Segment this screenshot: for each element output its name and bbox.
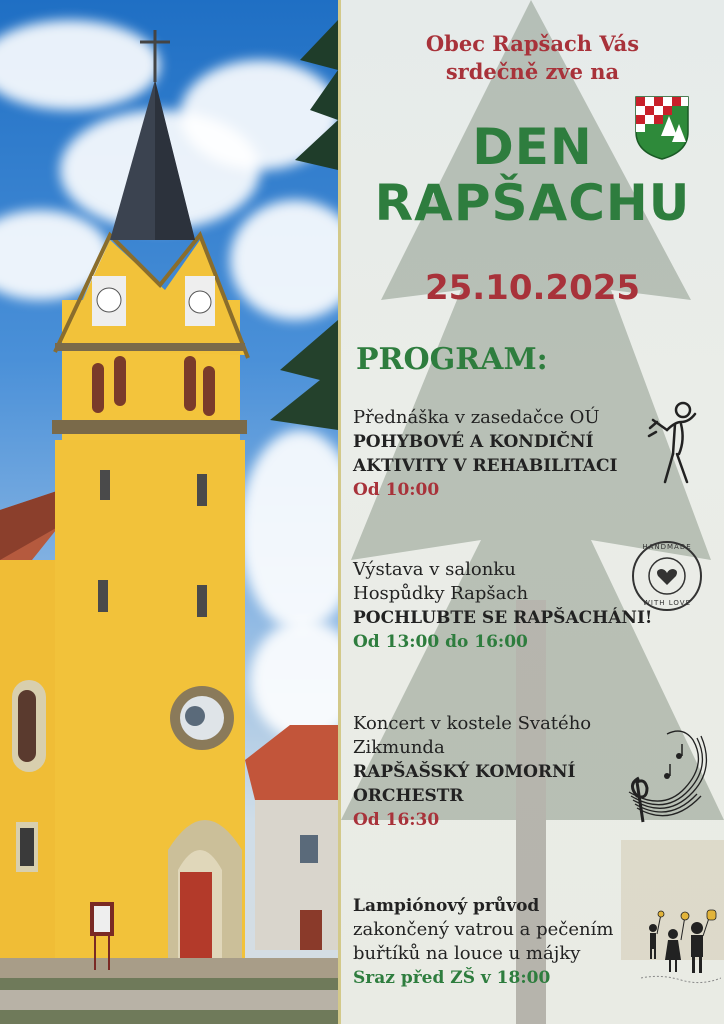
event-name: ORCHESTR (353, 786, 464, 806)
event-time: Od 10:00 (353, 480, 440, 500)
event-venue: Koncert v kostele Svatého (353, 713, 592, 734)
event-date: 25.10.2025 (424, 268, 641, 308)
event-title-line-2: RAPŠACHU (374, 174, 691, 232)
event-description: buřtíků na louce u májky (353, 943, 581, 964)
program-heading: PROGRAM: (356, 342, 548, 377)
invite-line-1: Obec Rapšach Vás (425, 31, 640, 56)
handmade-with-love-stamp (631, 540, 703, 612)
event-venue: Výstava v salonku (353, 559, 516, 580)
event-name: POHYBOVÉ A KONDIČNÍ (353, 432, 594, 452)
stamp-top-text: HANDMADE (642, 543, 692, 551)
event-name: Lampiónový průvod (353, 896, 540, 916)
event-venue: Hospůdky Rapšach (353, 583, 529, 604)
event-name: RAPŠAŠSKÝ KOMORNÍ (353, 762, 576, 782)
music-notes-icon (623, 726, 715, 824)
poster-panel (341, 0, 724, 1024)
event-time: Od 13:00 do 16:00 (353, 632, 528, 652)
event-name: AKTIVITY V REHABILITACI (353, 456, 618, 476)
event-venue: Přednáška v zasedačce OÚ (353, 407, 600, 428)
event-time: Od 16:30 (353, 810, 440, 830)
event-name: POCHLUBTE SE RAPŠACHÁNI! (353, 608, 653, 628)
event-description: zakončený vatrou a pečením (353, 919, 614, 940)
stamp-bottom-text: WITH LOVE (643, 599, 691, 607)
event-time: Sraz před ZŠ v 18:00 (353, 968, 551, 988)
dancing-person-icon (647, 400, 705, 486)
event-title-line-1: DEN (472, 118, 593, 176)
church-photo (0, 0, 338, 1024)
event-venue: Zikmunda (353, 737, 445, 758)
lantern-children-icon (641, 908, 721, 994)
church-illustration (0, 0, 338, 1024)
invite-line-2: srdečně zve na (445, 59, 620, 84)
